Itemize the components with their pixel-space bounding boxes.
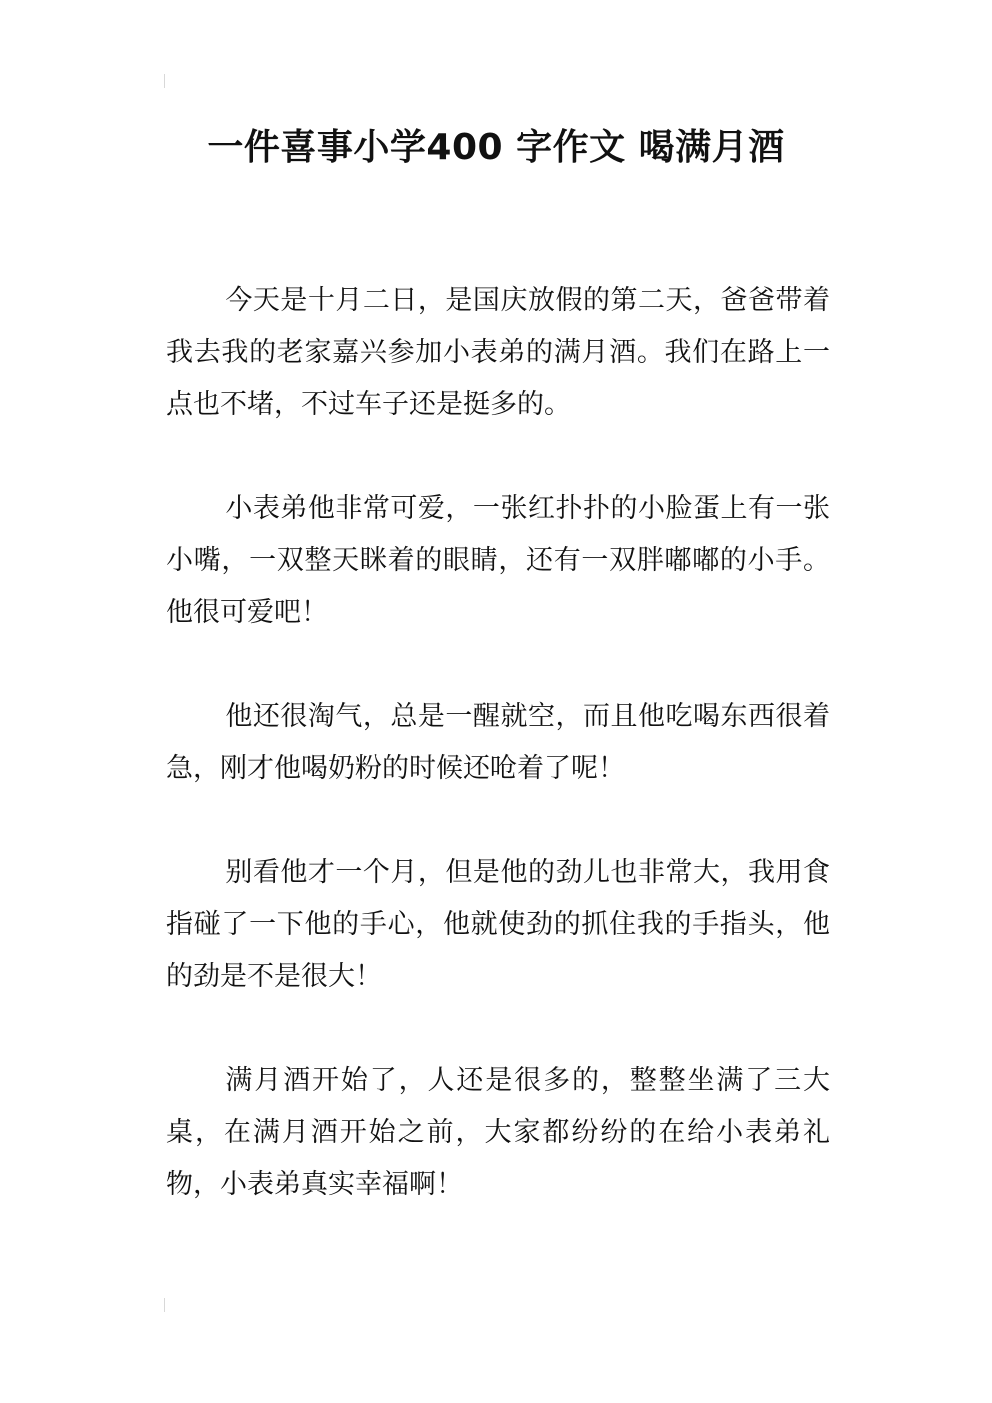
paragraph-3: 他还很淘气，总是一醒就空，而且他吃喝东西很着急，刚才他喝奶粉的时候还呛着了呢！ <box>166 701 830 784</box>
paragraph-2: 小表弟他非常可爱，一张红扑扑的小脸蛋上有一张小嘴，一双整天眯着的眼睛，还有一双胖嘟嘟的小手。他很可爱吧！ <box>166 493 830 628</box>
paragraph-5: 满月酒开始了，人还是很多的，整整坐满了三大桌，在满月酒开始之前，大家都纷纷的在给小表弟礼物，小表弟真实幸福啊！ <box>166 1065 830 1200</box>
document-body <box>166 275 830 1263</box>
page-edge-mark-bottom <box>164 1298 165 1312</box>
document-title: 一件喜事小学400 字作文 喝满月酒 <box>207 127 785 168</box>
paragraph-4: 别看他才一个月，但是他的劲儿也非常大，我用食指碰了一下他的手心，他就使劲的抓住我的手指头，他的劲是不是很大！ <box>166 857 830 992</box>
page-edge-mark-top <box>164 74 165 88</box>
paragraph-1: 今天是十月二日，是国庆放假的第二天，爸爸带着我去我的老家嘉兴参加小表弟的满月酒。我们在路上一点也不堵，不过车子还是挺多的。 <box>166 285 830 420</box>
